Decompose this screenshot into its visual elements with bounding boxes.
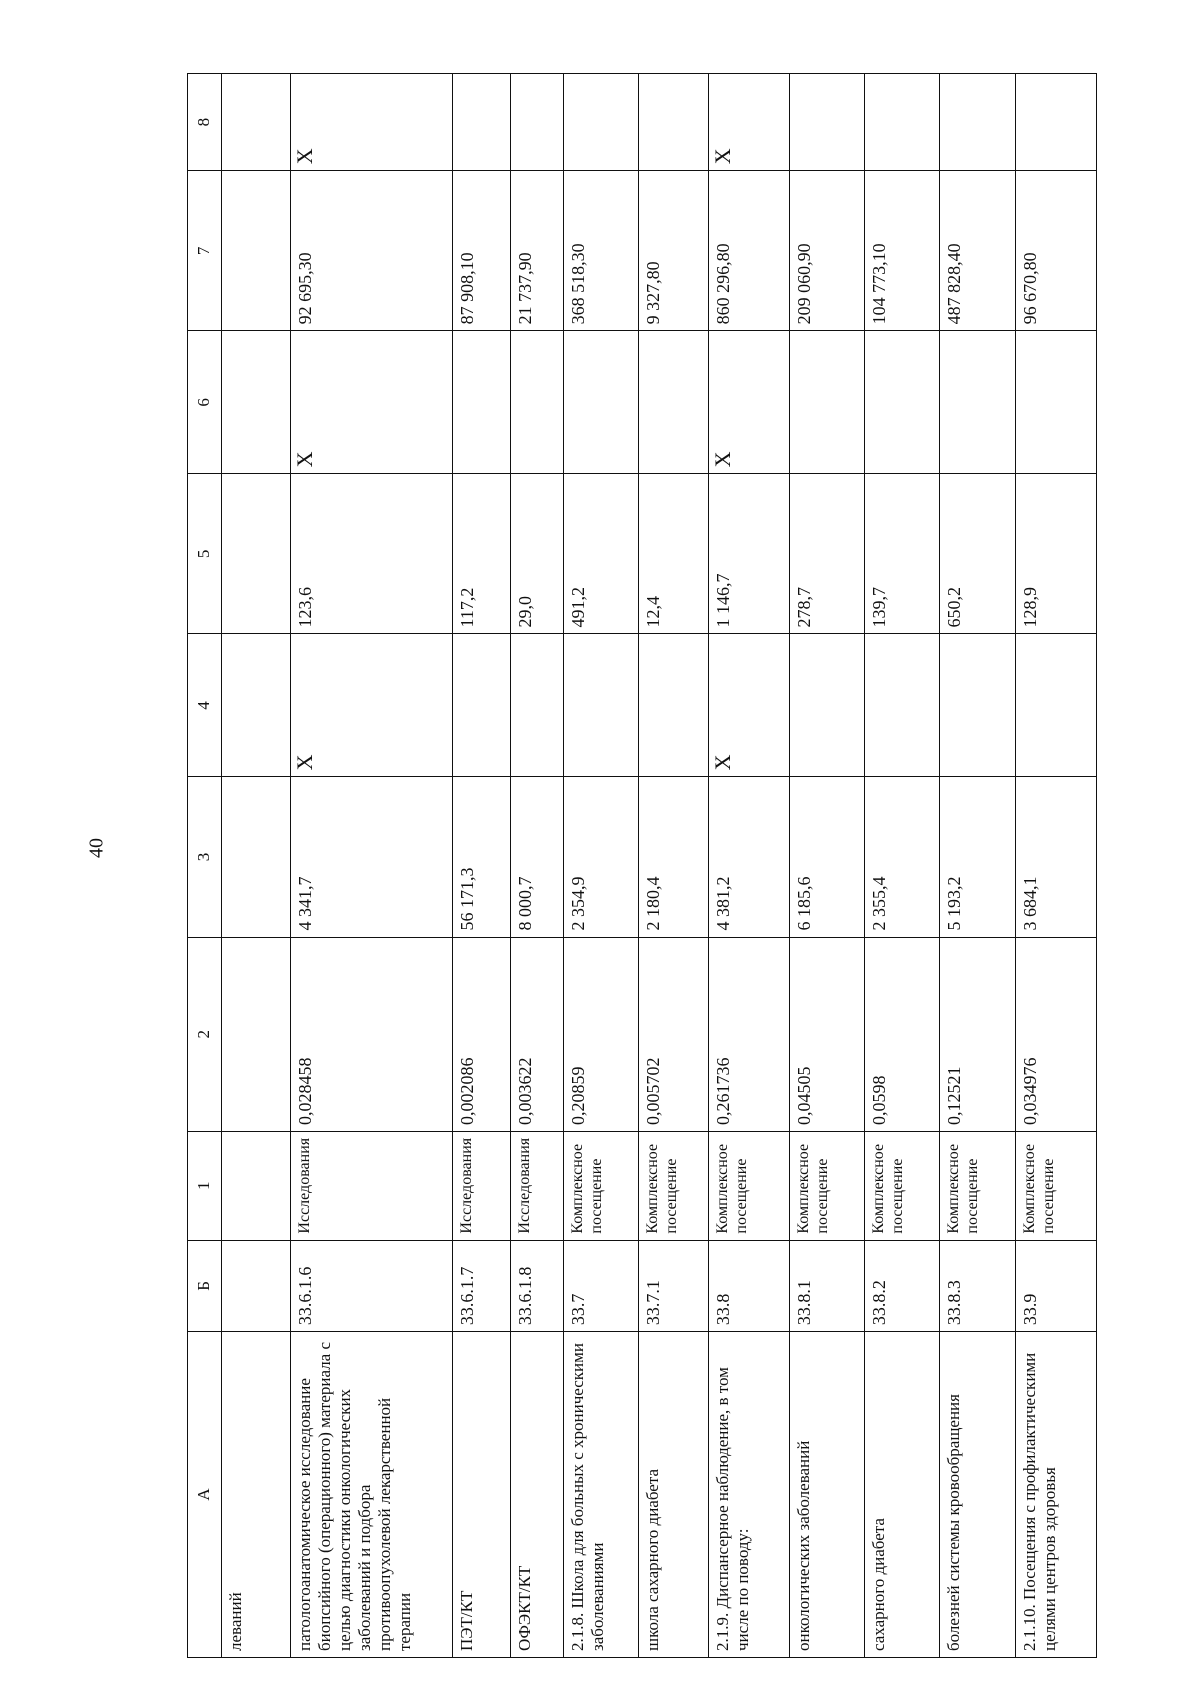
table-cell-name: леваний (221, 1332, 291, 1658)
table-cell-col-Б: 33.8.3 (940, 1240, 1015, 1331)
table-cell-col-7: 104 773,10 (865, 171, 940, 331)
table-cell-col-2: 0,028458 (291, 937, 453, 1131)
table-cell-name: ОФЭКТ/КТ (511, 1332, 563, 1658)
table-cell-col-1: Комплексное посещение (789, 1131, 864, 1240)
column-header: 8 (188, 74, 222, 171)
table-cell-col-6 (563, 331, 638, 474)
table-cell-col-5: 12,4 (638, 474, 708, 634)
table-cell-col-3: 4 341,7 (291, 777, 453, 937)
table-cell-col-5: 117,2 (453, 474, 511, 634)
table-cell-name: патологоанатомическое исследование биопсийного (операционного) материала с целью диагностики онкологических заболеваний и подбора противоопухолевой лекарственной терапии (291, 1332, 453, 1658)
table-cell-col-8: X (708, 74, 789, 171)
table-cell-col-Б: 33.9 (1015, 1240, 1096, 1331)
table-cell-col-8: X (291, 74, 453, 171)
table-cell-col-2: 0,002086 (453, 937, 511, 1131)
table-cell-col-6 (865, 331, 940, 474)
table-cell-col-2 (221, 937, 291, 1131)
table-cell-col-5: 278,7 (789, 474, 864, 634)
table-cell-col-2: 0,005702 (638, 937, 708, 1131)
table-cell-col-5 (221, 474, 291, 634)
column-header: 5 (188, 474, 222, 634)
table-cell-col-5: 491,2 (563, 474, 638, 634)
table-cell-col-1: Исследования (453, 1131, 511, 1240)
table-cell-col-5: 123,6 (291, 474, 453, 634)
table-cell-col-7: 487 828,40 (940, 171, 1015, 331)
table-cell-col-Б: 33.8.1 (789, 1240, 864, 1331)
table-cell-col-3: 8 000,7 (511, 777, 563, 937)
table-cell-col-7: 9 327,80 (638, 171, 708, 331)
rotated-table-wrapper (187, 73, 1097, 1658)
table-cell-col-6: X (708, 331, 789, 474)
table-header-row (188, 74, 222, 1658)
table-cell-col-4 (563, 634, 638, 777)
table-cell-col-4: X (708, 634, 789, 777)
table-cell-col-8 (865, 74, 940, 171)
table-cell-col-2: 0,12521 (940, 937, 1015, 1131)
table-cell-name: 2.1.9. Диспансерное наблюдение, в том числе по поводу: (708, 1332, 789, 1658)
column-header: 3 (188, 777, 222, 937)
table-cell-name: школа сахарного диабета (638, 1332, 708, 1658)
column-header: 6 (188, 331, 222, 474)
table-cell-col-2: 0,0598 (865, 937, 940, 1131)
column-header: А (188, 1332, 222, 1658)
table-cell-col-Б: 33.6.1.8 (511, 1240, 563, 1331)
table-row (511, 74, 563, 1658)
table-cell-col-2: 0,003622 (511, 937, 563, 1131)
table-cell-col-1: Исследования (291, 1131, 453, 1240)
table-cell-col-6 (221, 331, 291, 474)
table-row (865, 74, 940, 1658)
table-cell-col-3: 6 185,6 (789, 777, 864, 937)
table-cell-col-1: Комплексное посещение (563, 1131, 638, 1240)
table-row (638, 74, 708, 1658)
table-cell-col-5: 1 146,7 (708, 474, 789, 634)
table-row (291, 74, 453, 1658)
table-cell-col-6 (453, 331, 511, 474)
table-cell-col-5: 139,7 (865, 474, 940, 634)
table-cell-col-Б: 33.8.2 (865, 1240, 940, 1331)
table-cell-col-4: X (291, 634, 453, 777)
table-row (1015, 74, 1096, 1658)
table-cell-col-6 (511, 331, 563, 474)
table-cell-col-Б: 33.6.1.7 (453, 1240, 511, 1331)
table-cell-col-7: 21 737,90 (511, 171, 563, 331)
table-cell-col-7: 92 695,30 (291, 171, 453, 331)
table-cell-col-2: 0,261736 (708, 937, 789, 1131)
table-cell-col-2: 0,034976 (1015, 937, 1096, 1131)
table-cell-col-8 (221, 74, 291, 171)
table-cell-col-4 (865, 634, 940, 777)
table-cell-col-4 (453, 634, 511, 777)
table-cell-col-1: Исследования (511, 1131, 563, 1240)
table-cell-col-4 (221, 634, 291, 777)
table-cell-col-3 (221, 777, 291, 937)
table-cell-col-Б: 33.7 (563, 1240, 638, 1331)
table-cell-col-3: 3 684,1 (1015, 777, 1096, 937)
table-cell-name: онкологических заболеваний (789, 1332, 864, 1658)
table-cell-name: ПЭТ/КТ (453, 1332, 511, 1658)
table-cell-col-8 (789, 74, 864, 171)
table-cell-col-Б (221, 1240, 291, 1331)
table-cell-name: 2.1.10. Посещения с профилактическими целями центров здоровья (1015, 1332, 1096, 1658)
table-cell-col-3: 4 381,2 (708, 777, 789, 937)
table-cell-col-2: 0,20859 (563, 937, 638, 1131)
table-cell-col-8 (940, 74, 1015, 171)
table-cell-col-1: Комплексное посещение (708, 1131, 789, 1240)
table-cell-col-7: 87 908,10 (453, 171, 511, 331)
table-cell-col-3: 2 354,9 (563, 777, 638, 937)
column-header: 7 (188, 171, 222, 331)
table-cell-col-4 (940, 634, 1015, 777)
table-row (940, 74, 1015, 1658)
column-header: 4 (188, 634, 222, 777)
table-cell-col-3: 56 171,3 (453, 777, 511, 937)
table-cell-col-1: Комплексное посещение (638, 1131, 708, 1240)
table-cell-name: болезней системы кровообращения (940, 1332, 1015, 1658)
page-number: 40 (85, 838, 108, 858)
table-cell-col-4 (1015, 634, 1096, 777)
table-cell-col-6 (789, 331, 864, 474)
table-cell-col-5: 650,2 (940, 474, 1015, 634)
table-cell-col-4 (789, 634, 864, 777)
table-cell-col-6 (940, 331, 1015, 474)
table-cell-col-7 (221, 171, 291, 331)
table-cell-col-8 (511, 74, 563, 171)
table-cell-name: 2.1.8. Школа для больных с хроническими заболеваниями (563, 1332, 638, 1658)
table-cell-col-3: 5 193,2 (940, 777, 1015, 937)
table-cell-col-1: Комплексное посещение (940, 1131, 1015, 1240)
table-cell-col-3: 2 355,4 (865, 777, 940, 937)
table-row (453, 74, 511, 1658)
table-cell-col-3: 2 180,4 (638, 777, 708, 937)
table-cell-col-8 (563, 74, 638, 171)
table-cell-col-4 (638, 634, 708, 777)
table-row (221, 74, 291, 1658)
column-header: Б (188, 1240, 222, 1331)
table-cell-col-7: 96 670,80 (1015, 171, 1096, 331)
table-cell-col-8 (1015, 74, 1096, 171)
table-cell-col-7: 368 518,30 (563, 171, 638, 331)
table-cell-col-1: Комплексное посещение (865, 1131, 940, 1240)
table-cell-col-8 (638, 74, 708, 171)
table-cell-col-1: Комплексное посещение (1015, 1131, 1096, 1240)
table-cell-col-7: 209 060,90 (789, 171, 864, 331)
table-cell-col-6 (638, 331, 708, 474)
table-cell-col-Б: 33.8 (708, 1240, 789, 1331)
table-cell-col-4 (511, 634, 563, 777)
table-cell-col-1 (221, 1131, 291, 1240)
table-cell-col-8 (453, 74, 511, 171)
table-cell-col-7: 860 296,80 (708, 171, 789, 331)
table-cell-col-Б: 33.7.1 (638, 1240, 708, 1331)
table-cell-col-5: 29,0 (511, 474, 563, 634)
table-cell-col-5: 128,9 (1015, 474, 1096, 634)
table-row (789, 74, 864, 1658)
table-cell-name: сахарного диабета (865, 1332, 940, 1658)
column-header: 2 (188, 937, 222, 1131)
data-table (187, 73, 1097, 1658)
table-cell-col-Б: 33.6.1.6 (291, 1240, 453, 1331)
column-header: 1 (188, 1131, 222, 1240)
table-cell-col-2: 0,04505 (789, 937, 864, 1131)
table-cell-col-6 (1015, 331, 1096, 474)
table-row (708, 74, 789, 1658)
table-row (563, 74, 638, 1658)
table-cell-col-6: X (291, 331, 453, 474)
